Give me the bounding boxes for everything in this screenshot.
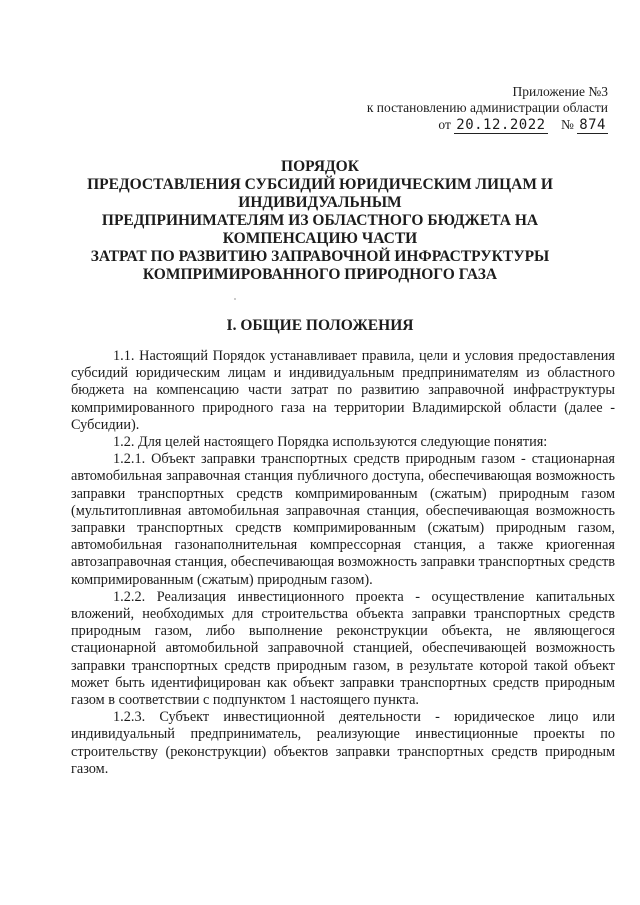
date-prefix: от [438,117,451,132]
title-line: ПРЕДОСТАВЛЕНИЯ СУБСИДИЙ ЮРИДИЧЕСКИМ ЛИЦАМ И [87,176,553,193]
scan-speck [234,298,236,300]
title-line: КОМПЕНСАЦИЮ ЧАСТИ [222,230,418,247]
decree-reference: к постановлению администрации области [366,100,608,115]
decree-date: 20.12.2022 [456,117,546,133]
title-line: ПРЕДПРИНИМАТЕЛЯМ ИЗ ОБЛАСТНОГО БЮДЖЕТА НА [101,212,539,229]
title-line: ИНДИВИДУАЛЬНЫМ [238,194,402,211]
title-line: ЗАТРАТ ПО РАЗВИТИЮ ЗАПРАВОЧНОЙ ИНФРАСТРУКТУРЫ [90,248,550,265]
paragraph-1-2-1: 1.2.1. Объект заправки транспортных средств природным газом - стационарная автомобильная заправочная станция публичного доступа, обеспечивающая возможность заправки транспортных средств компримированным (сжатым) природным газом (мультитопливная автомобильная заправочная станция, обеспечивающая возможность заправки транспортных средств компримированным (сжатым) природным газом, автомобильная газонаполнительная компрессорная станция, а также криогенная автозаправочная станция, обеспечивающая возможность заправки транспортных средств компримированным (сжатым) природным газом). [71,451,615,588]
paragraph-1-2: 1.2. Для целей настоящего Порядка используются следующие понятия: [113,434,548,451]
title-line: КОМПРИМИРОВАННОГО ПРИРОДНОГО ГАЗА [142,266,498,283]
paragraph-1-2-3: 1.2.3. Субъект инвестиционной деятельности - юридическое лицо или индивидуальный предприниматель, реализующие инвестиционные проекты по строительству (реконструкции) объектов заправки транспортных средств природным газом. [71,709,615,777]
document-body [71,348,615,778]
appendix-header [338,84,608,133]
title-line: ПОРЯДОК [281,158,359,175]
decree-date-row [338,117,608,133]
paragraph-1-1: 1.1. Настоящий Порядок устанавливает правила, цели и условия предоставления субсидий юридическим лицам и индивидуальным предпринимателям из областного бюджета на компенсацию части затрат по развитию заправочной инфраструктуры компримированного природного газа на территории Владимирской области (далее - Субсидии). [71,348,615,433]
section-heading: I. ОБЩИЕ ПОЛОЖЕНИЯ [226,317,414,334]
paragraph-1-2-2: 1.2.2. Реализация инвестиционного проекта - осуществление капитальных вложений, необходимых для строительства объекта заправки транспортных средств природным газом, либо выполнение реконструкции объекта, не являющегося стационарной автомобильной заправочной станцией, обеспечивающей возможность заправки транспортных средств природным газом, в результате которой такой объект может быть идентифицирован как объект заправки транспортных средств природным газом в соответствии с подпунктом 1 настоящего пункта. [71,588,615,709]
document-title [80,158,560,284]
appendix-label: Приложение №3 [512,84,608,99]
number-prefix: № [560,117,574,132]
decree-number: 874 [579,117,606,133]
